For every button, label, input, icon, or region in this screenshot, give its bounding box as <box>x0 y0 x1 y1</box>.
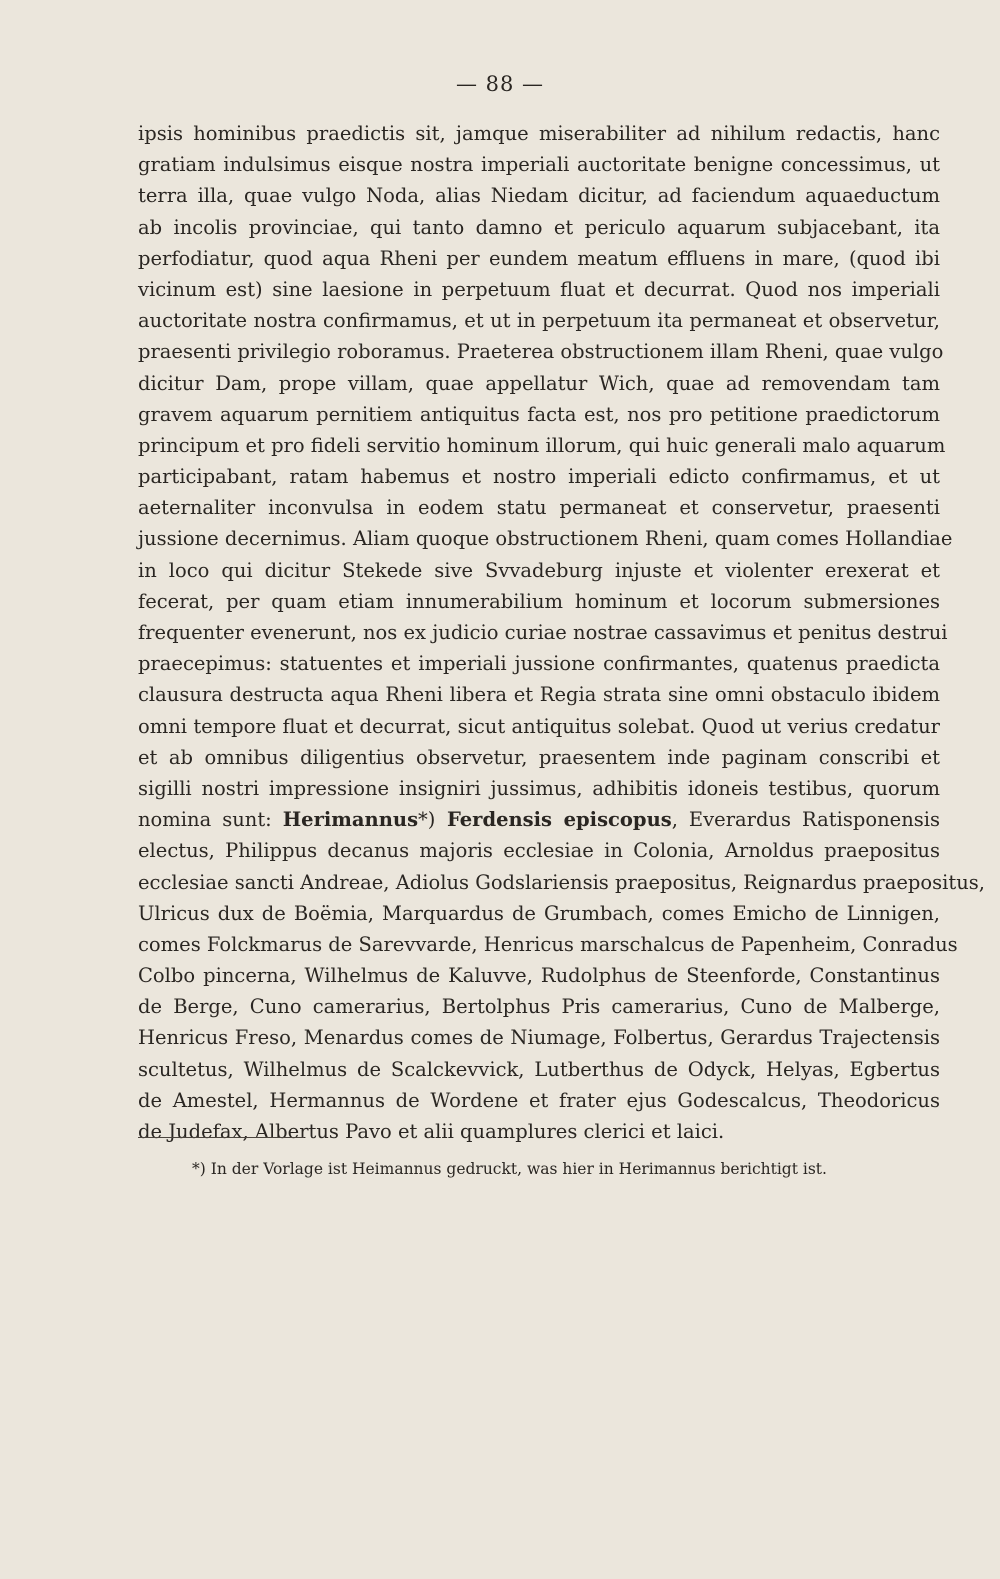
text-line: scultetus, Wilhelmus de Scalckevvick, Lutberthus de Odyck, Helyas, Egbertus <box>138 1057 940 1081</box>
text-line: ab incolis provinciae, qui tanto damno et periculo aquarum subjacebant, ita <box>138 215 940 239</box>
text-line: comes Folckmarus de Sarevvarde, Henricus marschalcus de Papenheim, Conradus <box>138 932 958 956</box>
bold-name-herimannus: Herimannus <box>282 808 419 832</box>
text-line: fecerat, per quam etiam innumerabilium hominum et locorum submersiones <box>138 589 940 613</box>
text-line: terra illa, quae vulgo Noda, alias Niedam dicitur, ad faciendum aquaeductum <box>138 184 940 208</box>
text-line: praesenti privilegio roboramus. Praeterea obstructionem illam Rheni, quae vulgo <box>138 340 944 364</box>
text-line: gravem aquarum pernitiem antiquitus facta est, nos pro petitione praedictorum <box>138 402 940 426</box>
footnote-divider <box>138 1137 304 1138</box>
text-line: omni tempore fluat et decurrat, sicut antiquitus solebat. Quod ut verius credatur <box>138 714 940 738</box>
text-line: de Amestel, Hermannus de Wordene et frater ejus Godescalcus, Theodoricus <box>138 1088 940 1112</box>
text-line-final: de Judefax, Albertus Pavo et alii quamplures clerici et laici. <box>138 1120 725 1143</box>
text-line: de Berge, Cuno camerarius, Bertolphus Pris camerarius, Cuno de Malberge, <box>138 995 940 1019</box>
text-line: in loco qui dicitur Stekede sive Svvadeburg injuste et violenter erexerat et <box>138 558 940 582</box>
witness-continuation: , Everardus Ratisponensis <box>671 808 941 832</box>
text-line: jussione decernimus. Aliam quoque obstructionem Rheni, quam comes Hollandiae <box>138 527 953 551</box>
text-line: participabant, ratam habemus et nostro imperiali edicto confirmamus, et ut <box>138 465 940 489</box>
witness-intro: nomina sunt: <box>138 808 283 832</box>
body-text <box>138 118 985 1147</box>
footnote-mark: *) <box>418 808 436 832</box>
page-number: — 88 — <box>455 72 545 96</box>
text-line: aeternaliter inconvulsa in eodem statu permaneat et conservetur, praesenti <box>138 496 940 520</box>
text-line: Henricus Freso, Menardus comes de Niumage, Folbertus, Gerardus Trajectensis <box>138 1026 940 1050</box>
text-line-witnesses <box>138 804 940 835</box>
text-line: ecclesiae sancti Andreae, Adiolus Godslariensis praepositus, Reignardus praepositus, <box>138 870 985 894</box>
text-line: Ulricus dux de Boëmia, Marquardus de Grumbach, comes Emicho de Linnigen, <box>138 901 940 925</box>
text-line: electus, Philippus decanus majoris ecclesiae in Colonia, Arnoldus praepositus <box>138 839 940 863</box>
text-line: sigilli nostri impressione insigniri jussimus, adhibitis idoneis testibus, quorum <box>138 776 940 800</box>
text-line: Colbo pincerna, Wilhelmus de Kaluvve, Rudolphus de Steenforde, Constantinus <box>138 964 940 988</box>
text-line: dicitur Dam, prope villam, quae appellatur Wich, quae ad removendam tam <box>138 371 940 395</box>
text-line: gratiam indulsimus eisque nostra imperiali auctoritate benigne concessimus, ut <box>138 153 940 177</box>
bold-title-ferdensis-episcopus: Ferdensis episcopus <box>435 808 672 832</box>
text-line: principum et pro fideli servitio hominum illorum, qui huic generali malo aquarum <box>138 433 946 457</box>
text-line: auctoritate nostra confirmamus, et ut in perpetuum ita permaneat et observetur, <box>138 309 940 333</box>
text-line: ipsis hominibus praedictis sit, jamque miserabiliter ad nihilum redactis, hanc <box>138 122 940 145</box>
text-line: clausura destructa aqua Rheni libera et Regia strata sine omni obstaculo ibidem <box>138 683 940 707</box>
text-line: perfodiatur, quod aqua Rheni per eundem meatum effluens in mare, (quod ibi <box>138 246 940 270</box>
text-line: praecepimus: statuentes et imperiali jussione confirmantes, quatenus praedicta <box>138 652 940 676</box>
text-line: frequenter evenerunt, nos ex judicio curiae nostrae cassavimus et penitus destrui <box>138 621 948 644</box>
text-line: vicinum est) sine laesione in perpetuum fluat et decurrat. Quod nos imperiali <box>138 277 940 301</box>
footnote: *) In der Vorlage ist Heimannus gedruckt, was hier in Herimannus berichtigt ist. <box>192 1160 827 1178</box>
text-line: et ab omnibus diligentius observetur, praesentem inde paginam conscribi et <box>138 745 940 769</box>
